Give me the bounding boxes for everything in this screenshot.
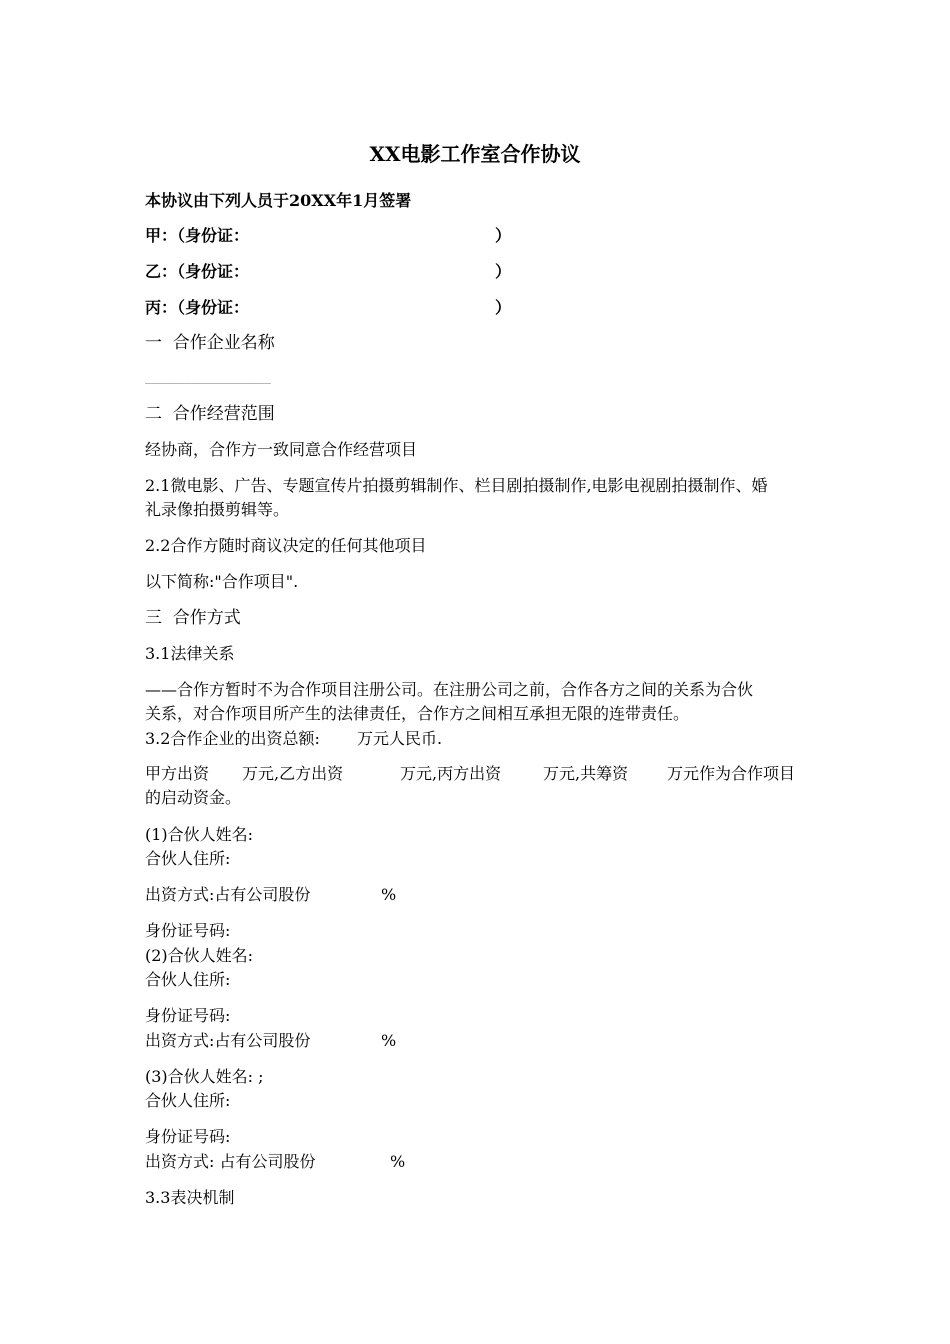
- partner2-address: 合伙人住所:: [145, 970, 231, 989]
- partner3-id: 身份证号码:: [145, 1127, 231, 1146]
- capital-party-c-unit: 万元,共筹资: [543, 764, 629, 783]
- partner1-id: 身份证号码:: [145, 921, 231, 940]
- section3-heading: 三 合作方式: [145, 608, 241, 628]
- section3-2-unit: 万元人民币.: [357, 729, 443, 748]
- party-a-close: ）: [495, 226, 512, 245]
- partner1-percent: %: [381, 885, 397, 904]
- company-name-blank: ___________________: [145, 371, 271, 384]
- capital-party-a-unit: 万元,乙方出资: [242, 764, 344, 783]
- intro-line: 本协议由下列人员于20XX年1月签署: [145, 191, 412, 210]
- section1-heading: 一 合作企业名称: [145, 333, 275, 353]
- section3-3-title: 3.3表决机制: [145, 1188, 235, 1207]
- capital-line2: 的启动资金。: [145, 788, 242, 807]
- section3-1-title: 3.1法律关系: [145, 644, 235, 663]
- capital-party-a: 甲方出资: [145, 764, 210, 783]
- section2-p2-line2: 礼录像拍摄剪辑等。: [145, 500, 290, 519]
- partner2-share: 出资方式:占有公司股份: [145, 1031, 311, 1050]
- partner1-share: 出资方式:占有公司股份: [145, 885, 311, 904]
- partner2-id: 身份证号码:: [145, 1006, 231, 1025]
- section3-2-title: 3.2合作企业的出资总额:: [145, 729, 320, 748]
- section3-1-line1: ——合作方暂时不为合作项目注册公司。在注册公司之前，合作各方之间的关系为合伙: [145, 680, 754, 699]
- partner3-name: (3)合伙人姓名: ;: [145, 1067, 264, 1086]
- partner2-percent: %: [381, 1031, 397, 1050]
- party-b-label: 乙：（身份证：: [145, 262, 250, 281]
- section2-p3: 2.2合作方随时商议决定的任何其他项目: [145, 536, 427, 555]
- capital-total-unit: 万元作为合作项目: [667, 764, 796, 783]
- section3-1-line2: 关系，对合作项目所产生的法律责任，合作方之间相互承担无限的连带责任。: [145, 704, 690, 723]
- document-title: XX电影工作室合作协议: [369, 142, 581, 166]
- partner3-address: 合伙人住所:: [145, 1091, 231, 1110]
- section2-heading: 二 合作经营范围: [145, 404, 275, 424]
- party-c-close: ）: [495, 298, 512, 317]
- partner3-percent: %: [390, 1152, 406, 1171]
- partner1-name: (1)合伙人姓名:: [145, 825, 254, 844]
- party-a-label: 甲：（身份证：: [145, 226, 250, 245]
- party-c-label: 丙：（身份证：: [145, 298, 250, 317]
- section2-p1: 经协商，合作方一致同意合作经营项目: [145, 440, 418, 459]
- partner2-name: (2)合伙人姓名:: [145, 946, 254, 965]
- party-b-close: ）: [495, 262, 512, 281]
- section2-p4: 以下简称:"合作项目".: [145, 572, 299, 591]
- partner1-address: 合伙人住所:: [145, 849, 231, 868]
- partner3-share: 出资方式: 占有公司股份: [145, 1152, 316, 1171]
- section2-p2-line1: 2.1微电影、广告、专题宣传片拍摄剪辑制作、栏目剧拍摄制作,电影电视剧拍摄制作、婚: [145, 476, 768, 495]
- capital-party-b-unit: 万元,丙方出资: [400, 764, 502, 783]
